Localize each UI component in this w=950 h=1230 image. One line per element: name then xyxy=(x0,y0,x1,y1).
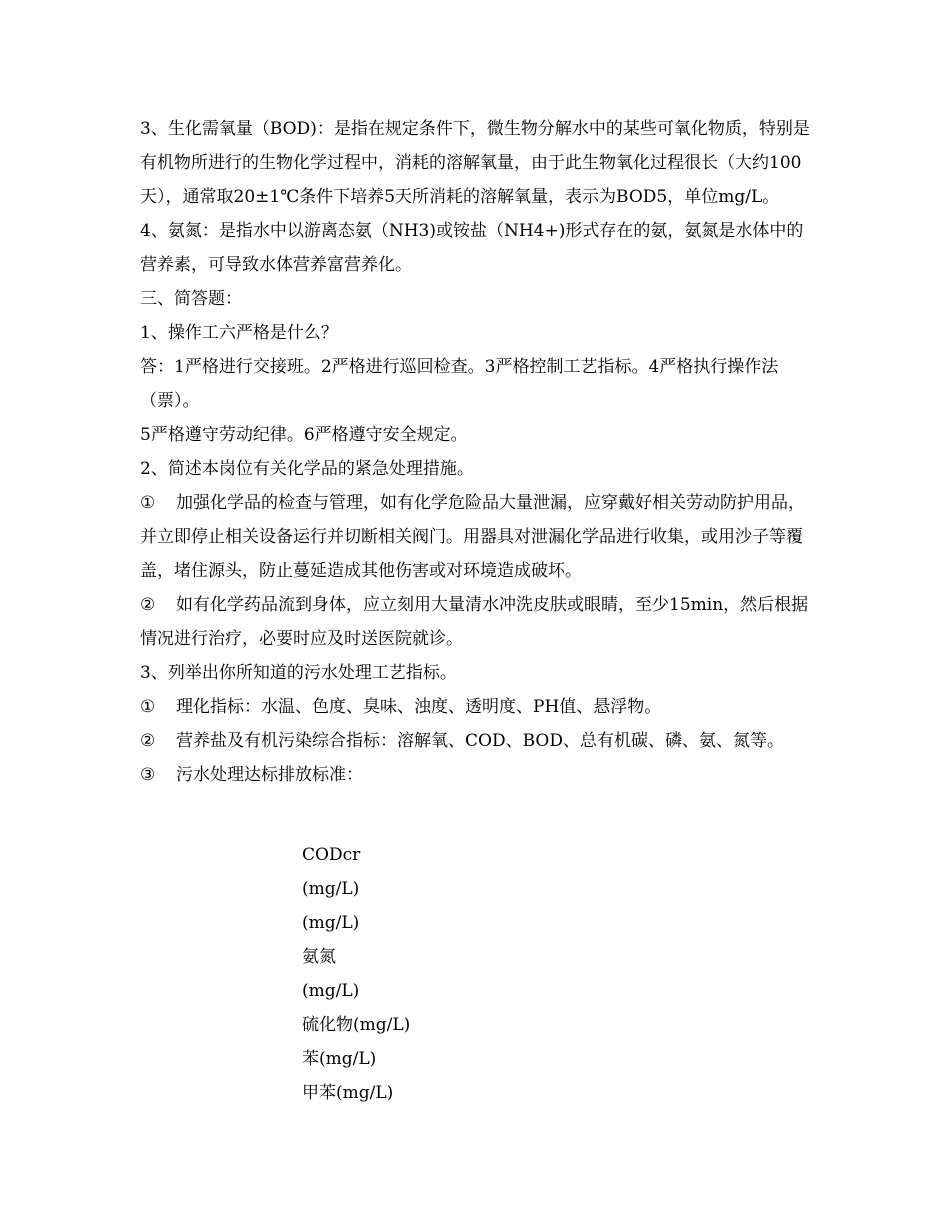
indicator-item-3-marker: ③ xyxy=(140,765,156,785)
table-cell-ammonia: 氨氮 xyxy=(302,947,336,967)
table-cell-codcr: CODcr xyxy=(302,845,361,865)
emergency-item-1-text: 加强化学品的检查与管理，如有化学危险品大量泄漏，应穿戴好相关劳动防护用品，并立即停止相关设备运行并切断相关阀门。用器具对泄漏化学品进行收集，或用沙子等覆盖，堵住源头，防止蔓延造成其他伤害或对环境造成破坏。 xyxy=(140,493,805,581)
table-cell-unit-3: (mg/L) xyxy=(302,981,360,1001)
paragraph-ammonia-definition: 4、氨氮：是指水中以游离态氨（NH3)或铵盐（NH4+)形式存在的氨，氨氮是水体中的营养素，可导致水体营养富营养化。 xyxy=(140,221,804,275)
discharge-standards-table xyxy=(302,838,410,1110)
emergency-item-1 xyxy=(140,486,816,588)
emergency-item-1-marker: ① xyxy=(140,493,156,513)
question-1: 1、操作工六严格是什么？ xyxy=(140,323,338,343)
indicator-item-2-marker: ② xyxy=(140,731,156,751)
table-cell-sulfide: 硫化物(mg/L) xyxy=(302,1015,411,1035)
question-2: 2、简述本岗位有关化学品的紧急处理措施。 xyxy=(140,459,474,479)
paragraph-bod-definition: 3、生化需氧量（BOD)：是指在规定条件下，微生物分解水中的某些可氧化物质，特别是有机物所进行的生物化学过程中，消耗的溶解氧量，由于此生物氧化过程很长（大约100天），通常取20±1℃条件下培养5天所消耗的溶解氧量，表示为BOD5，单位mg/L。 xyxy=(140,119,810,207)
indicator-item-3-text: 污水处理达标排放标准： xyxy=(176,765,363,785)
table-cell-toluene: 甲苯(mg/L) xyxy=(302,1083,394,1103)
indicator-item-1-text: 理化指标：水温、色度、臭味、浊度、透明度、PH值、悬浮物。 xyxy=(176,697,662,717)
table-cell-unit-1: (mg/L) xyxy=(302,879,360,899)
emergency-item-2 xyxy=(140,588,816,656)
indicator-item-2 xyxy=(140,724,816,758)
document-body xyxy=(140,112,816,792)
answer-1: 答：1严格进行交接班。2严格进行巡回检查。3严格控制工艺指标。4严格执行操作法（票）。 xyxy=(140,357,779,411)
answer-1-continued: 5严格遵守劳动纪律。6严格遵守安全规定。 xyxy=(140,425,468,445)
emergency-item-2-marker: ② xyxy=(140,595,156,615)
indicator-item-3 xyxy=(140,758,816,792)
indicator-item-1-marker: ① xyxy=(140,697,156,717)
indicator-item-1 xyxy=(140,690,816,724)
table-cell-benzene: 苯(mg/L) xyxy=(302,1049,377,1069)
indicator-item-2-text: 营养盐及有机污染综合指标：溶解氧、COD、BOD、总有机碳、磷、氨、氮等。 xyxy=(176,731,784,751)
question-3: 3、列举出你所知道的污水处理工艺指标。 xyxy=(140,663,457,683)
emergency-item-2-text: 如有化学药品流到身体，应立刻用大量清水冲洗皮肤或眼睛，至少15min，然后根据情况进行治疗，必要时应及时送医院就诊。 xyxy=(140,595,809,649)
section-heading-short-answer: 三、简答题： xyxy=(140,289,242,309)
table-cell-unit-2: (mg/L) xyxy=(302,913,360,933)
